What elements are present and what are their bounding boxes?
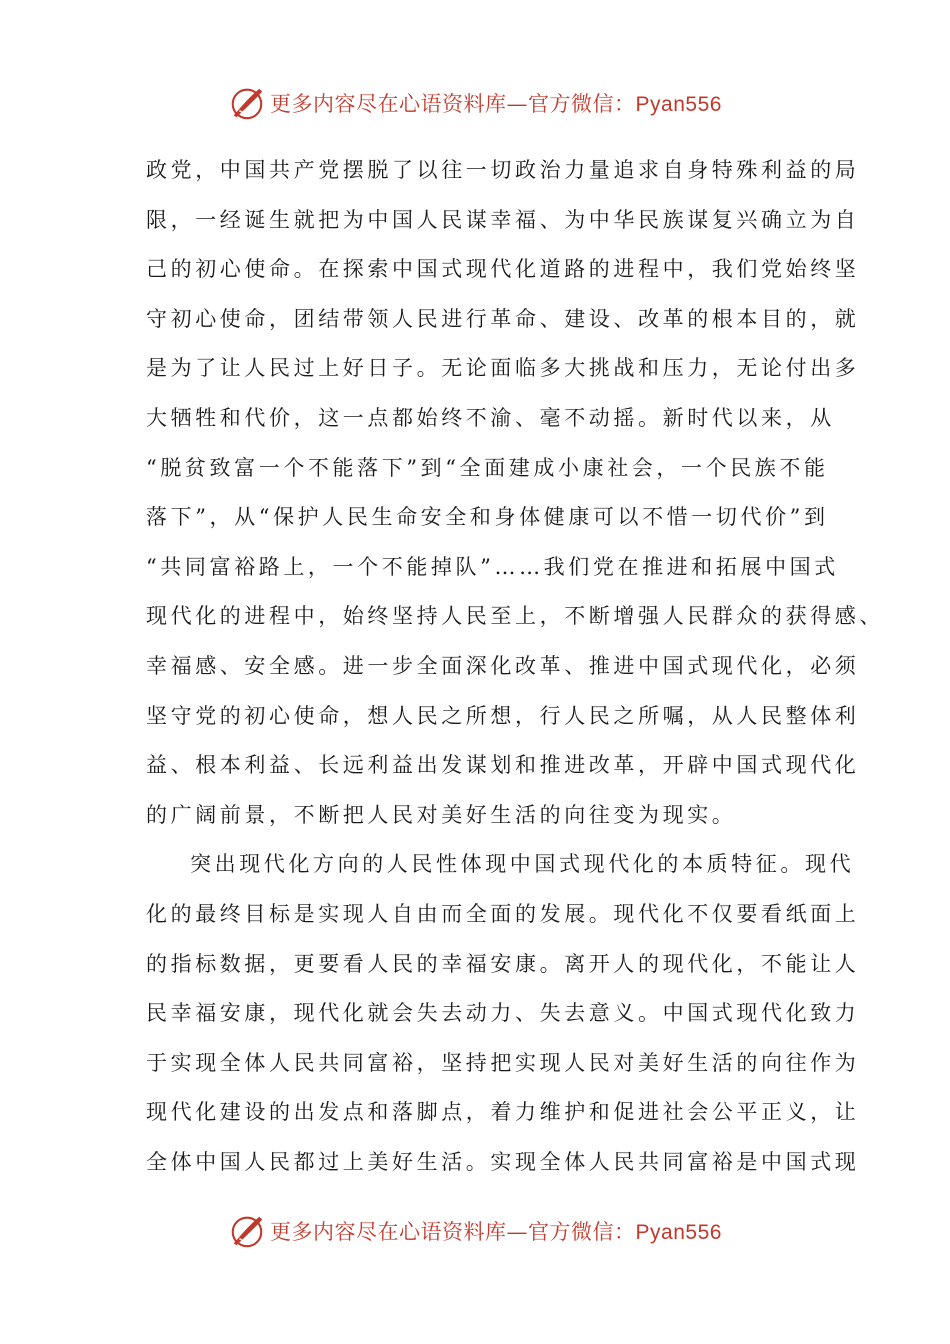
body-line: 是为了让人民过上好日子。无论面临多大挑战和压力，无论付出多 — [146, 356, 860, 381]
header-banner-text — [270, 88, 722, 118]
footer-banner-label: 更多内容尽在心语资料库—官方微信： — [270, 1220, 636, 1244]
footer-banner-text — [270, 1216, 722, 1246]
pen-nib-logo-icon — [228, 1212, 266, 1250]
body-line: 落下”，从“保护人民生命安全和身体健康可以不惜一切代价”到 — [146, 505, 829, 530]
body-line: 于实现全体人民共同富裕，坚持把实现人民对美好生活的向往作为 — [146, 1050, 860, 1075]
paragraph-start-line: 突出现代化方向的人民性体现中国式现代化的本质特征。现代 — [190, 852, 855, 877]
article-body — [146, 146, 884, 1187]
header-wechat-id: Pyan556 — [635, 93, 722, 116]
body-line: 全体中国人民都过上美好生活。实现全体人民共同富裕是中国式现 — [146, 1149, 860, 1174]
header-banner-label: 更多内容尽在心语资料库—官方微信： — [270, 92, 636, 116]
body-line: 化的最终目标是实现人自由而全面的发展。现代化不仅要看纸面上 — [146, 901, 860, 926]
body-line: 益、根本利益、长远利益出发谋划和推进改革，开辟中国式现代化 — [146, 753, 860, 778]
body-line: 守初心使命，团结带领人民进行革命、建设、改革的根本目的，就 — [146, 306, 860, 331]
header-banner — [0, 83, 950, 123]
body-line: “共同富裕路上，一个不能掉队”……我们党在推进和拓展中国式 — [146, 554, 839, 579]
body-line: 政党，中国共产党摆脱了以往一切政治力量追求自身特殊利益的局 — [146, 158, 860, 182]
body-line: 限，一经诞生就把为中国人民谋幸福、为中华民族谋复兴确立为自 — [146, 207, 860, 232]
body-line: 民幸福安康，现代化就会失去动力、失去意义。中国式现代化致力 — [146, 1001, 860, 1026]
body-line: “脱贫致富一个不能落下”到“全面建成小康社会，一个民族不能 — [146, 455, 829, 480]
body-line: 现代化的进程中，始终坚持人民至上，不断增强人民群众的获得感、 — [146, 604, 884, 629]
body-line: 大牺牲和代价，这一点都始终不渝、毫不动摇。新时代以来，从 — [146, 405, 835, 430]
body-line: 现代化建设的出发点和落脚点，着力维护和促进社会公平正义，让 — [146, 1100, 860, 1125]
footer-banner — [0, 1211, 950, 1251]
footer-wechat-id: Pyan556 — [635, 1221, 722, 1244]
body-line: 己的初心使命。在探索中国式现代化道路的进程中，我们党始终坚 — [146, 257, 860, 282]
pen-nib-logo-icon — [228, 84, 266, 122]
body-line: 幸福感、安全感。进一步全面深化改革、推进中国式现代化，必须 — [146, 653, 860, 678]
body-line: 坚守党的初心使命，想人民之所想，行人民之所嘱，从人民整体利 — [146, 703, 860, 728]
body-line: 的广阔前景，不断把人民对美好生活的向往变为现实。 — [146, 802, 737, 827]
body-line: 的指标数据，更要看人民的幸福安康。离开人的现代化，不能让人 — [146, 951, 860, 976]
